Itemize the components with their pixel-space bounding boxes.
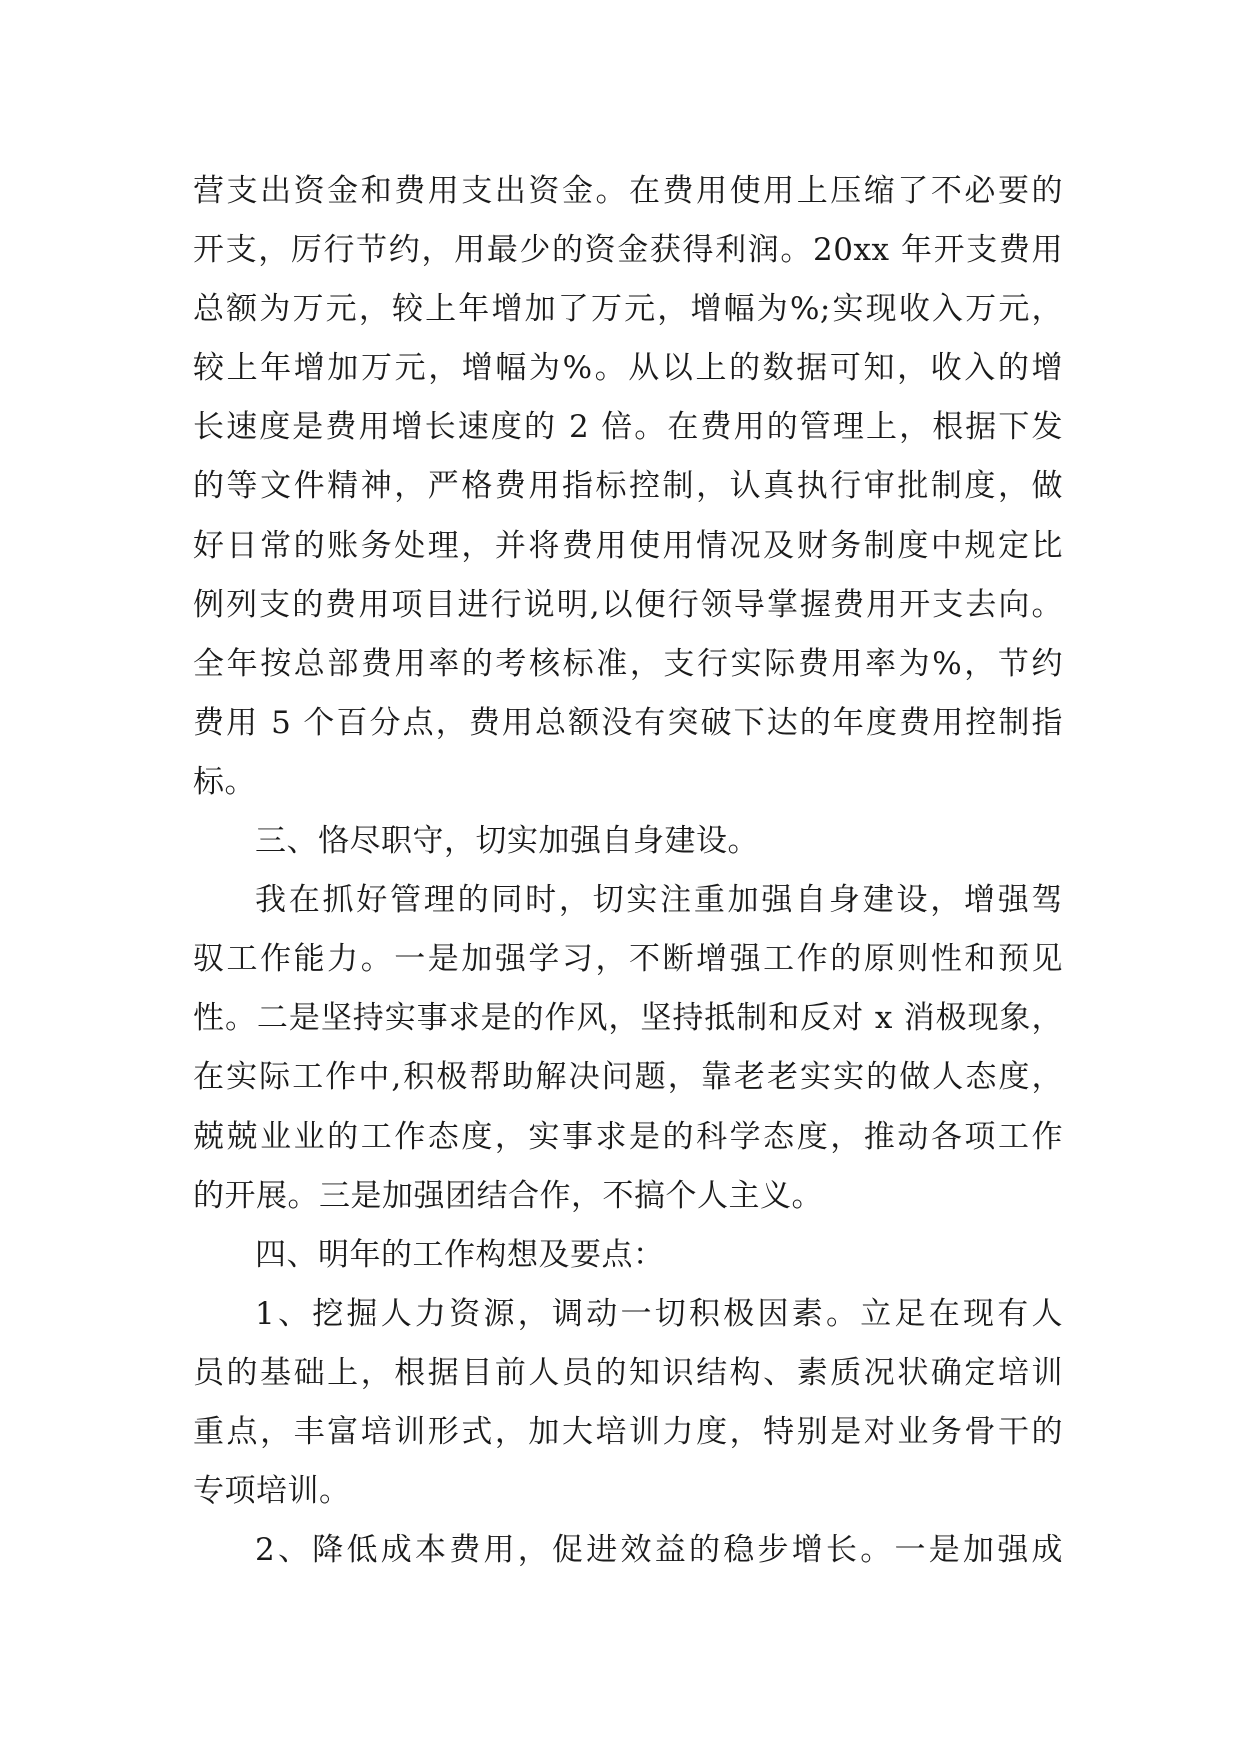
text-line: 例列支的费用项目进行说明,以便行领导掌握费用开支去向。 [193, 586, 1063, 623]
text-line: 兢兢业业的工作态度，实事求是的科学态度，推动各项工作 [193, 1118, 1063, 1155]
text-line: 全年按总部费用率的考核标准，支行实际费用率为%，节约 [193, 645, 1063, 682]
text-line: 性。二是坚持实事求是的作风，坚持抵制和反对 x 消极现象， [193, 1000, 1063, 1037]
text-line: 我在抓好管理的同时，切实注重加强自身建设，增强驾 [255, 882, 1063, 919]
text-line: 1、挖掘人力资源，调动一切积极因素。立足在现有人 [255, 1295, 1063, 1332]
text-line: 总额为万元，较上年增加了万元，增幅为%;实现收入万元， [193, 291, 1063, 328]
text-line: 营支出资金和费用支出资金。在费用使用上压缩了不必要的 [193, 173, 1063, 209]
text-line: 的开展。三是加强团结合作，不搞个人主义。 [193, 1177, 823, 1214]
text-line: 长速度是费用增长速度的 2 倍。在费用的管理上，根据下发 [193, 409, 1063, 446]
text-line: 在实际工作中,积极帮助解决问题，靠老老实实的做人态度， [193, 1059, 1063, 1096]
text-line: 重点，丰富培训形式，加大培训力度，特别是对业务骨干的 [193, 1413, 1063, 1450]
body-text [193, 162, 1063, 1580]
text-line: 较上年增加万元，增幅为%。从以上的数据可知，收入的增 [193, 350, 1063, 387]
text-line: 员的基础上，根据目前人员的知识结构、素质况状确定培训 [193, 1354, 1063, 1391]
text-line: 专项培训。 [193, 1473, 351, 1510]
text-line: 驭工作能力。一是加强学习，不断增强工作的原则性和预见 [193, 941, 1063, 978]
text-line: 四、明年的工作构想及要点： [255, 1236, 665, 1273]
text-line: 的等文件精神，严格费用指标控制，认真执行审批制度，做 [193, 468, 1063, 505]
text-line: 2、降低成本费用，促进效益的稳步增长。一是加强成 [255, 1532, 1063, 1569]
text-line: 三、恪尽职守，切实加强自身建设。 [255, 823, 759, 860]
text-line: 开支，厉行节约，用最少的资金获得利润。20xx 年开支费用 [193, 232, 1063, 269]
text-line: 好日常的账务处理，并将费用使用情况及财务制度中规定比 [193, 527, 1063, 564]
text-line: 费用 5 个百分点，费用总额没有突破下达的年度费用控制指 [193, 704, 1063, 741]
text-line: 标。 [193, 763, 256, 800]
